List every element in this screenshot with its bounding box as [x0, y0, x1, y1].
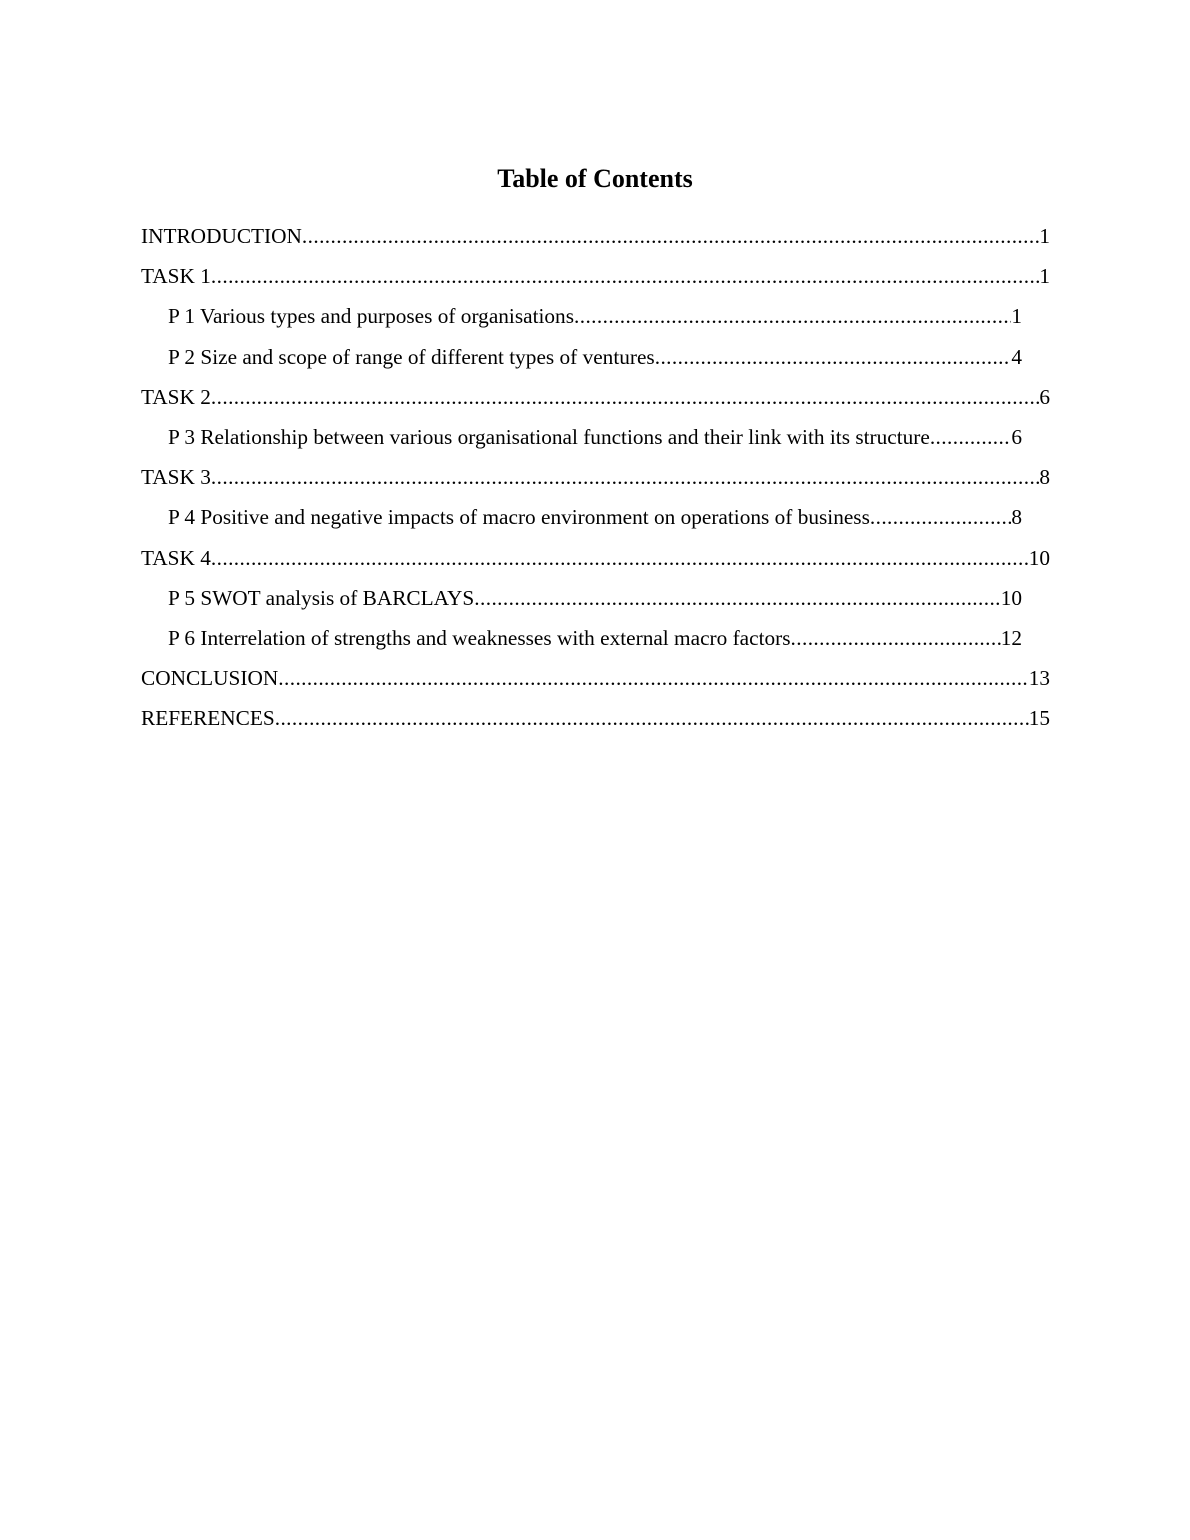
toc-dot-leader — [211, 260, 1039, 292]
toc-page-number: 15 — [1028, 706, 1050, 731]
toc-entry-text: TASK 4 — [141, 545, 211, 570]
toc-entry-text: REFERENCES — [141, 706, 275, 731]
toc-dot-leader — [791, 622, 1001, 654]
toc-page-number: 10 — [1000, 585, 1022, 610]
toc-dot-leader — [930, 421, 1012, 453]
toc-dot-leader — [655, 341, 1012, 373]
toc-entry-text: P 1 Various types and purposes of organisations — [168, 304, 574, 329]
toc-entry-text: TASK 2 — [141, 384, 211, 409]
toc-entry-p1[interactable] — [168, 300, 1022, 340]
toc-page-number: 12 — [1000, 625, 1022, 650]
toc-dot-leader — [870, 501, 1011, 533]
toc-page-number: 6 — [1011, 424, 1022, 449]
toc-page-number: 1 — [1039, 224, 1050, 248]
toc-entry-p6[interactable] — [168, 622, 1022, 662]
toc-page-number: 4 — [1011, 344, 1022, 369]
toc-entry-p2[interactable] — [168, 341, 1022, 381]
toc-page-number: 1 — [1011, 304, 1022, 329]
toc-list — [0, 220, 1190, 742]
toc-entry-task-4[interactable] — [141, 542, 1050, 582]
toc-entry-references[interactable] — [141, 702, 1050, 742]
toc-entry-text: P 2 Size and scope of range of different types of ventures — [168, 344, 655, 369]
toc-page-number: 13 — [1028, 666, 1050, 691]
toc-dot-leader — [574, 300, 1011, 332]
toc-dot-leader — [275, 702, 1029, 734]
toc-page-number: 8 — [1039, 465, 1050, 490]
toc-dot-leader — [302, 220, 1039, 252]
toc-entry-text: P 3 Relationship between various organisational functions and their link with its structure — [168, 424, 930, 449]
toc-entry-text: INTRODUCTION — [141, 224, 302, 248]
toc-entry-text: P 5 SWOT analysis of BARCLAYS — [168, 585, 475, 610]
toc-dot-leader — [211, 542, 1029, 574]
toc-dot-leader — [474, 582, 1000, 614]
toc-page-number: 8 — [1011, 505, 1022, 530]
toc-entry-conclusion[interactable] — [141, 662, 1050, 702]
toc-entry-p3[interactable] — [168, 421, 1022, 461]
toc-title: Table of Contents — [497, 164, 693, 193]
toc-dot-leader — [211, 381, 1039, 413]
toc-entry-task-1[interactable] — [141, 260, 1050, 300]
toc-entry-introduction[interactable] — [141, 220, 1050, 260]
toc-page-number: 1 — [1039, 264, 1050, 289]
toc-dot-leader — [278, 662, 1028, 694]
toc-entry-text: P 4 Positive and negative impacts of macro environment on operations of business — [168, 505, 870, 530]
toc-dot-leader — [211, 461, 1039, 493]
toc-page-number: 6 — [1039, 384, 1050, 409]
toc-entry-task-3[interactable] — [141, 461, 1050, 501]
toc-entry-text: TASK 3 — [141, 465, 211, 490]
toc-entry-task-2[interactable] — [141, 381, 1050, 421]
toc-entry-text: P 6 Interrelation of strengths and weaknesses with external macro factors — [168, 625, 791, 650]
toc-entry-text: TASK 1 — [141, 264, 211, 289]
toc-page-number: 10 — [1028, 545, 1050, 570]
toc-entry-p4[interactable] — [168, 501, 1022, 541]
toc-entry-text: CONCLUSION — [141, 666, 279, 691]
toc-entry-p5[interactable] — [168, 582, 1022, 622]
